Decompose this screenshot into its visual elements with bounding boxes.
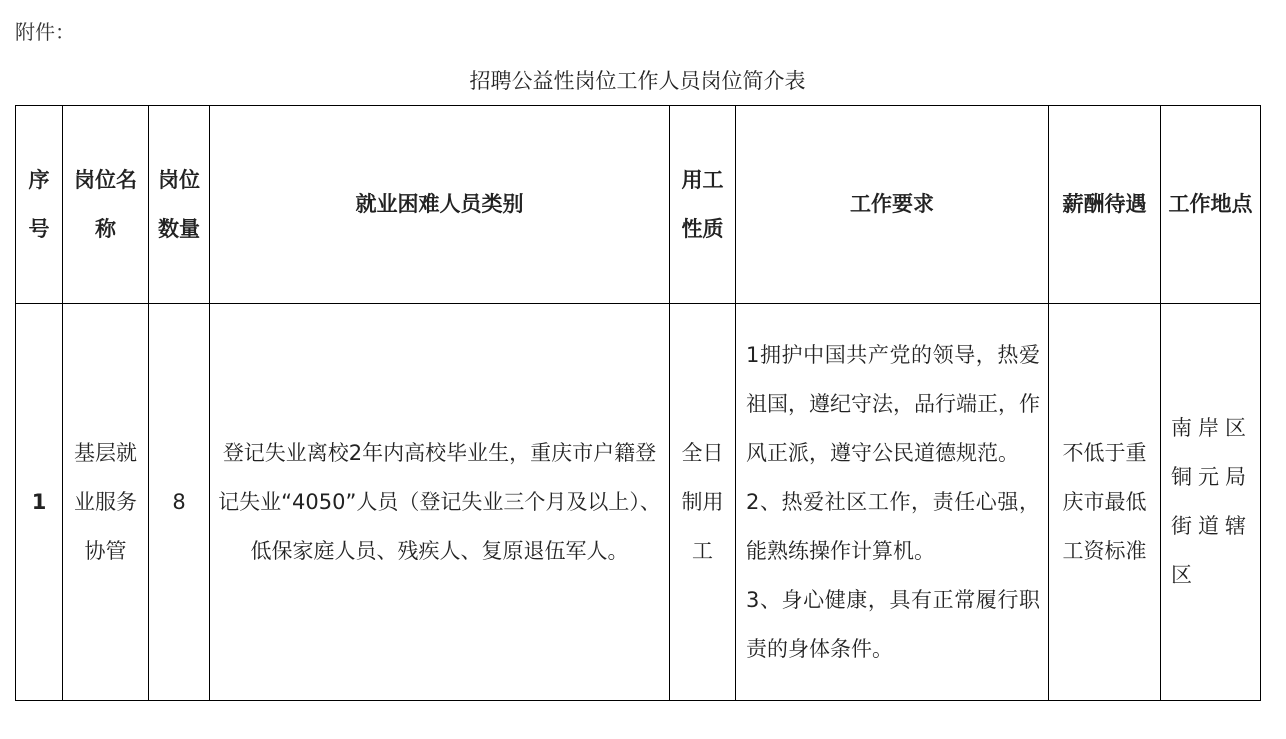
cell-employment-type: 全日制用工 (670, 304, 736, 701)
requirement-item: 1拥护中国共产党的领导，热爱祖国，遵纪守法，品行端正，作风正派，遵守公民道德规范。 (746, 342, 1040, 465)
table-row (16, 304, 1261, 701)
cell-seq: 1 (16, 304, 63, 701)
table-header-row (16, 106, 1261, 304)
header-salary: 薪酬待遇 (1049, 106, 1161, 304)
header-employment-type: 用工性质 (670, 106, 736, 304)
requirement-item: 3、身心健康，具有正常履行职责的身体条件。 (746, 587, 1040, 661)
header-category: 就业困难人员类别 (210, 106, 670, 304)
header-seq: 序号 (16, 106, 63, 304)
cell-requirements (736, 304, 1049, 701)
attachment-label: 附件： (15, 20, 75, 44)
page-title: 招聘公益性岗位工作人员岗位简介表 (469, 69, 806, 93)
header-location: 工作地点 (1161, 106, 1261, 304)
post-table (15, 105, 1261, 701)
header-post-name: 岗位名称 (63, 106, 149, 304)
cell-location: 南岸区铜元局街道辖区 (1161, 304, 1261, 701)
cell-post-name: 基层就业服务协管 (63, 304, 149, 701)
cell-post-count: 8 (149, 304, 210, 701)
cell-category: 登记失业离校2年内高校毕业生，重庆市户籍登记失业“4050”人员（登记失业三个月及以上）、低保家庭人员、残疾人、复原退伍军人。 (210, 304, 670, 701)
cell-salary: 不低于重庆市最低工资标准 (1049, 304, 1161, 701)
requirement-item: 2、热爱社区工作，责任心强，能熟练操作计算机。 (746, 489, 1040, 563)
header-requirements: 工作要求 (736, 106, 1049, 304)
header-post-count: 岗位数量 (149, 106, 210, 304)
